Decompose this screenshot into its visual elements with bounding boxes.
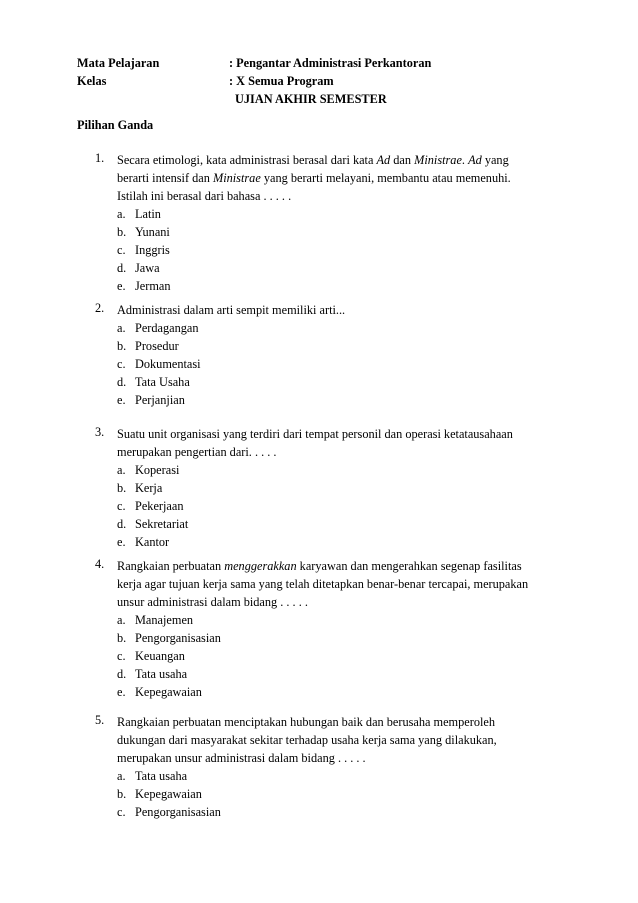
option-text: Tata usaha — [135, 667, 188, 681]
class-label: Kelas — [77, 74, 107, 88]
text-segment: Rangkaian perbuatan menciptakan hubungan baik dan berusaha memperoleh — [117, 715, 495, 729]
option-text: Tata usaha — [135, 769, 188, 783]
answer-option — [117, 205, 575, 223]
italic-term: Ministrae — [212, 171, 261, 185]
question-line — [117, 749, 575, 767]
text-segment: yang — [481, 153, 509, 167]
text-segment: unsur administrasi dalam bidang . . . . . — [117, 595, 308, 609]
answer-option — [117, 319, 575, 337]
text-segment: kerja agar tujuan kerja sama yang telah ditetapkan benar-benar tercapai, merupakan — [117, 577, 529, 591]
answer-option — [117, 391, 575, 409]
option-text: Keuangan — [135, 649, 185, 663]
option-letter: b. — [117, 339, 127, 353]
question-text — [117, 151, 575, 205]
question-number: 1. — [95, 151, 105, 165]
answer-option — [117, 461, 575, 479]
option-text: Sekretariat — [135, 517, 189, 531]
question-line — [117, 425, 575, 443]
option-letter: d. — [117, 667, 127, 681]
question-number: 4. — [95, 557, 105, 571]
option-letter: a. — [117, 207, 126, 221]
answer-option — [117, 665, 575, 683]
text-segment: karyawan dan mengerahkan segenap fasilitas — [296, 559, 522, 573]
option-letter: e. — [117, 535, 126, 549]
option-letter: b. — [117, 631, 127, 645]
option-letter: a. — [117, 321, 126, 335]
question-number: 3. — [95, 425, 105, 439]
question-line — [117, 575, 575, 593]
italic-term: Ad — [468, 153, 482, 167]
italic-term: Ad — [376, 153, 391, 167]
question-line — [117, 731, 575, 749]
answer-option — [117, 337, 575, 355]
option-text: Inggris — [135, 243, 170, 257]
subject-value: : Pengantar Administrasi Perkantoran — [229, 56, 432, 70]
question-1 — [95, 151, 575, 295]
option-text: Pengorganisasian — [135, 805, 221, 819]
option-letter: c. — [117, 357, 126, 371]
option-letter: e. — [117, 393, 126, 407]
question-text — [117, 713, 575, 767]
answer-option — [117, 241, 575, 259]
question-line — [117, 713, 575, 731]
answer-option — [117, 533, 575, 551]
option-text: Manajemen — [135, 613, 194, 627]
answer-option — [117, 629, 575, 647]
option-list — [117, 205, 575, 295]
question-line — [117, 593, 575, 611]
answer-option — [117, 803, 575, 821]
answer-option — [117, 277, 575, 295]
exam-title: UJIAN AKHIR SEMESTER — [235, 92, 387, 106]
question-text — [117, 425, 575, 461]
option-letter: b. — [117, 787, 127, 801]
answer-option — [117, 223, 575, 241]
section-title: Pilihan Ganda — [77, 118, 154, 132]
option-text: Yunani — [135, 225, 170, 239]
text-segment: Secara etimologi, kata administrasi berasal dari kata — [117, 153, 377, 167]
answer-option — [117, 611, 575, 629]
option-list — [117, 319, 575, 409]
option-text: Kantor — [135, 535, 170, 549]
option-text: Kepegawaian — [135, 685, 202, 699]
text-segment: merupakan pengertian dari. . . . . — [117, 445, 277, 459]
option-letter: b. — [117, 481, 127, 495]
option-text: Pekerjaan — [135, 499, 184, 513]
answer-option — [117, 497, 575, 515]
question-line — [117, 443, 575, 461]
text-segment: Administrasi dalam arti sempit memiliki arti... — [117, 303, 346, 317]
option-text: Jawa — [135, 261, 160, 275]
text-segment: Rangkaian perbuatan — [117, 559, 225, 573]
text-segment: berarti intensif dan — [117, 171, 213, 185]
question-line — [117, 301, 575, 319]
question-2 — [95, 301, 575, 409]
italic-term: Ministrae — [414, 153, 462, 167]
text-segment: Suatu unit organisasi yang terdiri dari tempat personil dan operasi ketatausahaan — [117, 427, 513, 441]
option-text: Latin — [135, 207, 161, 221]
answer-option — [117, 373, 575, 391]
answer-option — [117, 355, 575, 373]
question-line — [117, 557, 575, 575]
answer-option — [117, 479, 575, 497]
option-text: Perjanjian — [135, 393, 185, 407]
option-letter: c. — [117, 499, 126, 513]
option-list — [117, 611, 575, 701]
question-line — [117, 169, 575, 187]
option-text: Koperasi — [135, 463, 180, 477]
answer-option — [117, 785, 575, 803]
option-text: Jerman — [135, 279, 171, 293]
option-letter: a. — [117, 613, 126, 627]
option-letter: c. — [117, 649, 126, 663]
option-text: Prosedur — [135, 339, 179, 353]
answer-option — [117, 767, 575, 785]
option-letter: a. — [117, 463, 126, 477]
text-segment: merupakan unsur administrasi dalam bidang . . . . . — [117, 751, 366, 765]
option-letter: a. — [117, 769, 126, 783]
option-letter: d. — [117, 517, 127, 531]
answer-option — [117, 515, 575, 533]
question-line — [117, 187, 575, 205]
option-text: Perdagangan — [135, 321, 199, 335]
option-letter: c. — [117, 805, 126, 819]
question-number: 5. — [95, 713, 105, 727]
text-segment: Istilah ini berasal dari bahasa . . . . . — [117, 189, 292, 203]
option-text: Dokumentasi — [135, 357, 201, 371]
text-segment: dan — [390, 153, 415, 167]
question-text — [117, 557, 575, 611]
question-text — [117, 301, 575, 319]
text-segment: . — [461, 153, 469, 167]
option-letter: e. — [117, 685, 126, 699]
option-text: Tata Usaha — [135, 375, 190, 389]
option-letter: e. — [117, 279, 126, 293]
option-text: Pengorganisasian — [135, 631, 221, 645]
answer-option — [117, 647, 575, 665]
text-segment: dukungan dari masyarakat sekitar terhadap usaha kerja sama yang dilakukan, — [117, 733, 497, 747]
option-text: Kepegawaian — [135, 787, 202, 801]
question-5 — [95, 713, 575, 821]
answer-option — [117, 683, 575, 701]
question-4 — [95, 557, 575, 701]
text-segment: yang berarti melayani, membantu atau memenuhi. — [260, 171, 511, 185]
class-value: : X Semua Program — [229, 74, 334, 88]
option-letter: d. — [117, 375, 127, 389]
option-letter: c. — [117, 243, 126, 257]
question-line — [117, 151, 575, 169]
option-list — [117, 767, 575, 821]
answer-option — [117, 259, 575, 277]
option-letter: b. — [117, 225, 127, 239]
question-3 — [95, 425, 575, 551]
option-text: Kerja — [135, 481, 163, 495]
subject-label: Mata Pelajaran — [77, 56, 160, 70]
option-letter: d. — [117, 261, 127, 275]
option-list — [117, 461, 575, 551]
italic-term: menggerakkan — [224, 559, 297, 573]
question-number: 2. — [95, 301, 105, 315]
